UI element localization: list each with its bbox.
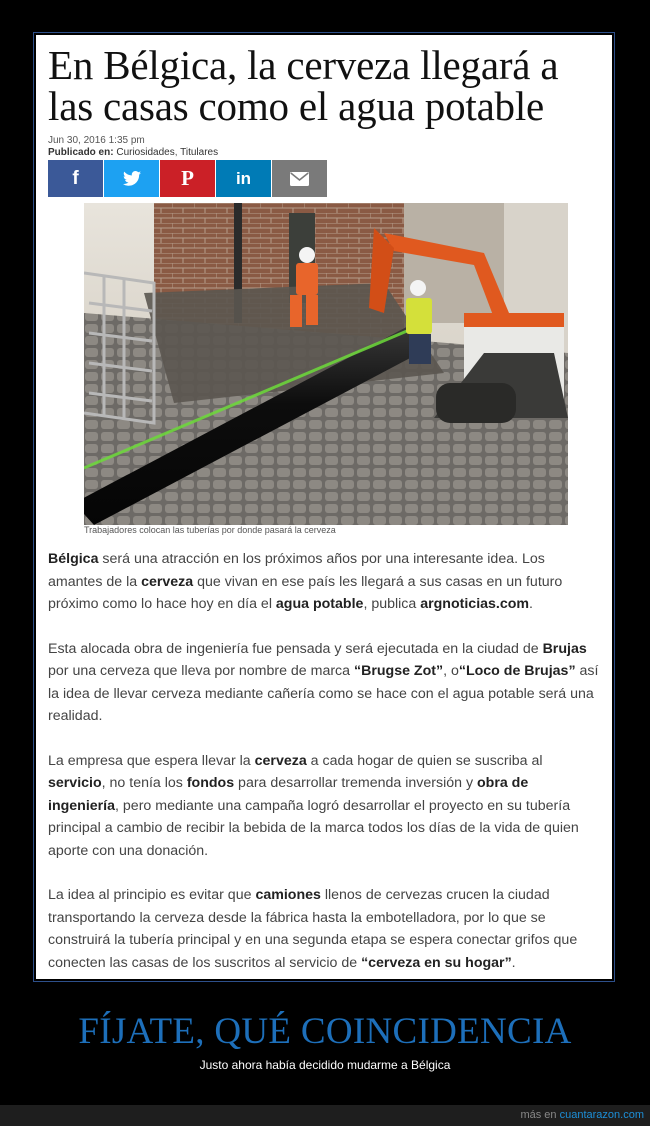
article-headline: En Bélgica, la cerveza llegará a las casas como el agua potable (48, 42, 559, 129)
article-body (48, 548, 600, 979)
source-link[interactable]: argnoticias.com (420, 596, 530, 612)
footer-site-link[interactable]: cuantarazon.com (559, 1109, 644, 1121)
meme-subtitle: Justo ahora había decidido mudarme a Bélgica (199, 1058, 451, 1072)
category-link-titulares[interactable]: Titulares (180, 147, 219, 158)
article-card (36, 35, 612, 979)
linkedin-icon: in (235, 168, 252, 188)
share-pinterest-button[interactable] (160, 160, 215, 197)
share-linkedin-button[interactable] (216, 160, 271, 197)
category-link-curiosidades[interactable]: Curiosidades (116, 147, 175, 158)
share-twitter-button[interactable] (104, 160, 159, 197)
construction-photo-illustration (84, 203, 568, 525)
twitter-icon (123, 171, 141, 186)
pinterest-icon: P (181, 166, 194, 190)
published-in: Publicado en: Curiosidades, Titulares (48, 147, 219, 158)
share-bar (48, 160, 598, 197)
photo-caption: Trabajadores colocan las tuberías por donde pasará la cerveza (84, 525, 336, 535)
envelope-icon (290, 172, 309, 186)
article-meta (48, 135, 598, 159)
meme-title: FÍJATE, QUÉ COINCIDENCIA (78, 1011, 572, 1052)
paragraph-2: Esta alocada obra de ingeniería fue pensada y será ejecutada en la ciudad de Brujas por una cerveza que lleva por nombre de marca “Brugse Zot”, o“Loco de Brujas” así la idea de llevar cerveza mediante cañería como se hace con el agua potable será una realidad. (48, 640, 599, 724)
article-photo (84, 203, 568, 525)
article-date: Jun 30, 2016 1:35 pm (48, 135, 145, 146)
share-email-button[interactable] (272, 160, 327, 197)
paragraph-1: Bélgica será una atracción en los próximos años por una interesante idea. Los amantes de la cerveza que vivan en ese país les llegará a sus casas en un futuro próximo como lo hace hoy en día el agua potable, publica argnoticias.com. (48, 551, 563, 612)
facebook-icon: f (72, 167, 79, 189)
share-facebook-button[interactable] (48, 160, 103, 197)
paragraph-4: La idea al principio es evitar que camiones llenos de cervezas crucen la ciudad transportando la cerveza desde la fábrica hasta la embotelladora, por lo que se construirá la tubería principal y en una segunda etapa se espera conectar grifos que conecten las casas de los suscritos al servicio de “cerveza en su hogar”. (48, 887, 578, 971)
article-frame (33, 32, 615, 982)
paragraph-3: La empresa que espera llevar la cerveza a cada hogar de quien se suscriba al servicio, no tenía los fondos para desarrollar tremenda inversión y obra de ingeniería, pero mediante una campaña logró desarrollar el proyecto en su tubería principal a cambio de recibir la bebida de la marca todos los días de la vida de quien aporte con una donación. (48, 752, 579, 859)
footer-prefix: más en (520, 1109, 560, 1121)
published-label: Publicado en: (48, 147, 114, 158)
footer-bar (0, 1105, 650, 1126)
